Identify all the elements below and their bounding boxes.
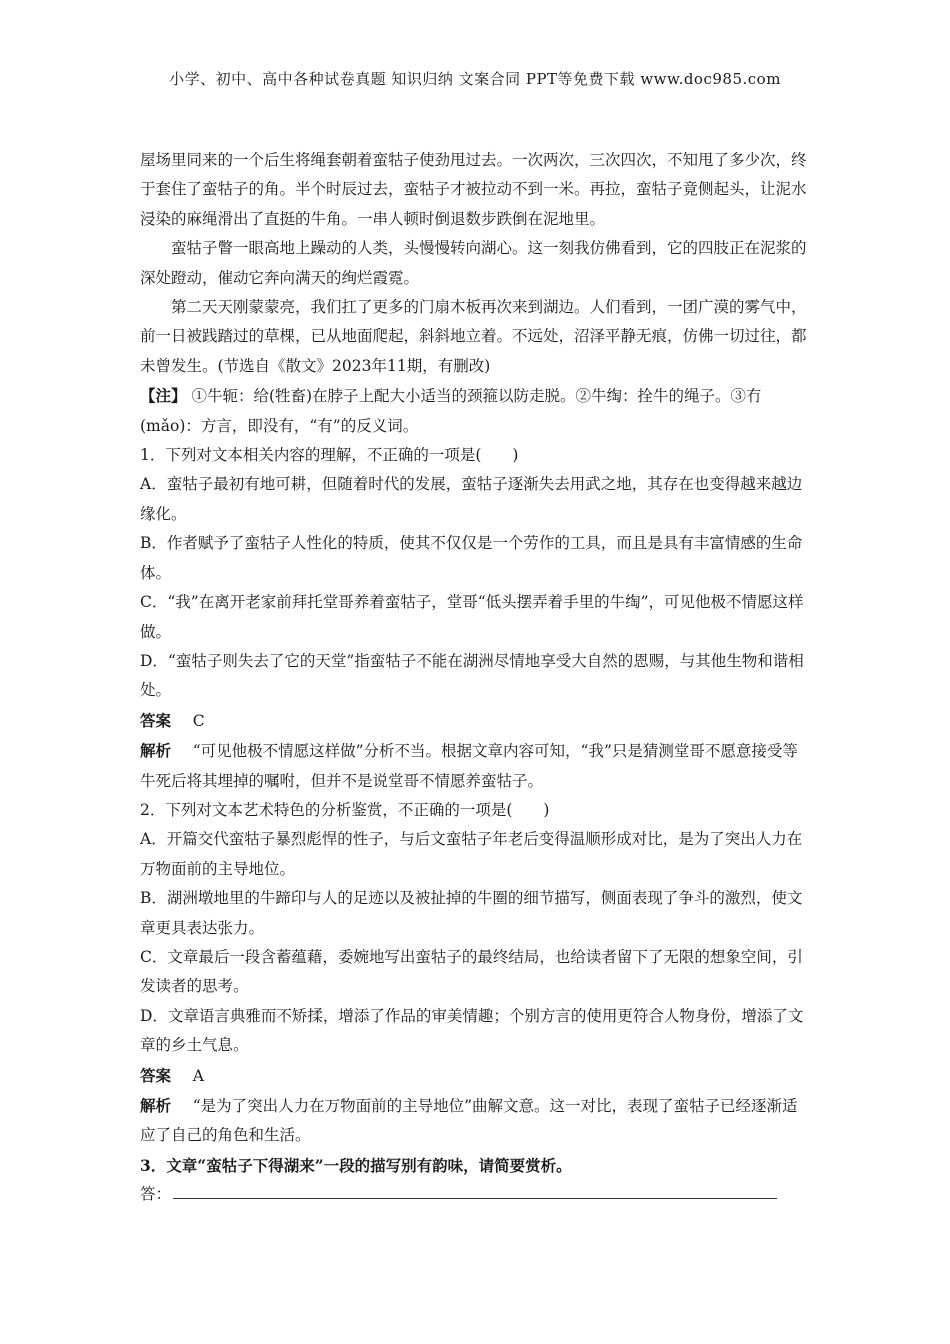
- passage-paragraph: 屋场里同来的一个后生将绳套朝着蛮牯子使劲甩过去。一次两次，三次四次，不知甩了多少次，终于套住了蛮牯子的角。半个时辰过去，蛮牯子才被拉动不到一米。再拉，蛮牯子竟侧起头，让泥水浸染的麻绳滑出了直挺的牛角。一串人顿时倒退数步跌倒在泥地里。: [140, 151, 807, 228]
- question-1-option-a: A．蛮牯子最初有地可耕，但随着时代的发展，蛮牯子逐渐失去用武之地，其存在也变得越来越边缘化。: [140, 475, 803, 523]
- question-2-analysis: [140, 1091, 812, 1151]
- question-2-option-c: C．文章最后一段含蓄蕴藉，委婉地写出蛮牯子的最终结局，也给读者留下了无限的想象空间，引发读者的思考。: [140, 947, 803, 996]
- note-text: ①牛轭：给(牲畜)在脖子上配大小适当的颈箍以防走脱。②牛绹：拴牛的绳子。③冇(mǎo)：方言，即没有，“有”的反义词。: [140, 387, 762, 435]
- question-2-answer: [140, 1061, 812, 1091]
- passage-paragraph: 第二天天刚蒙蒙亮，我们扛了更多的门扇木板再次来到湖边。人们看到，一团广漠的雾气中，前一日被践踏过的草棵，已从地面爬起，斜斜地立着。不远处，沼泽平静无痕，仿佛一切过往，都未曾发生。(节选自《散文》2023年11期，有删改): [140, 298, 807, 375]
- analysis-text: “可见他极不情愿这样做”分析不当。根据文章内容可知，“我”只是猜测堂哥不愿意接受等牛死后将其埋掉的嘱咐，但并不是说堂哥不情愿养蛮牯子。: [140, 742, 798, 790]
- question-1-option-b: B．作者赋予了蛮牯子人性化的特质，使其不仅仅是一个劳作的工具，而且是具有丰富情感的生命体。: [140, 534, 803, 582]
- passage-paragraph: 蛮牯子瞥一眼高地上躁动的人类，头慢慢转向湖心。这一刻我仿佛看到，它的四肢正在泥浆的深处蹬动，催动它奔向满天的绚烂霞霓。: [140, 239, 807, 287]
- answer-prompt: 答：: [140, 1185, 172, 1204]
- question-2-option-a: A．开篇交代蛮牯子暴烈彪悍的性子，与后文蛮牯子年老后变得温顺形成对比，是为了突出人力在万物面前的主导地位。: [140, 830, 803, 878]
- question-2-stem: 2．下列对文本艺术特色的分析鉴赏，不正确的一项是( ): [140, 800, 550, 819]
- question-1-option-c: C．“我”在离开老家前拜托堂哥养着蛮牯子，堂哥“低头摆弄着手里的牛绹”，可见他极不情愿这样做。: [140, 593, 804, 641]
- analysis-text: “是为了突出人力在万物面前的主导地位”曲解文意。这一对比，表现了蛮牯子已经逐渐适应了自己的角色和生活。: [140, 1097, 798, 1145]
- question-1-analysis: [140, 736, 812, 796]
- question-1-option-d: D．“蛮牯子则失去了它的天堂”指蛮牯子不能在湖洲尽情地享受大自然的恩赐，与其他生物和谐相处。: [140, 651, 804, 700]
- analysis-label: 解析: [140, 1096, 172, 1115]
- note-label: 【注】: [140, 386, 187, 406]
- analysis-label: 解析: [140, 741, 172, 761]
- question-3-stem: 3．文章“蛮牯子下得湖来”一段的描写别有韵味，请简要赏析。: [140, 1155, 572, 1175]
- document-body: [140, 146, 812, 1210]
- page-header: 小学、初中、高中各种试卷真题 知识归纳 文案合同 PPT等免费下载 www.doc985.com: [169, 70, 781, 88]
- question-1-stem: 1．下列对文本相关内容的理解，不正确的一项是( ): [140, 446, 519, 465]
- question-2-option-d: D．文章语言典雅而不矫揉，增添了作品的审美情趣；个别方言的使用更符合人物身份，增添了文章的乡土气息。: [140, 1006, 804, 1055]
- question-3-answer-area: [140, 1180, 812, 1209]
- answer-line[interactable]: [173, 1197, 777, 1199]
- answer-value: C: [192, 711, 205, 730]
- answer-label: 答案: [140, 1065, 172, 1085]
- answer-value: A: [192, 1066, 204, 1085]
- answer-label: 答案: [140, 710, 172, 730]
- question-2-option-b: B．湖洲墩地里的牛蹄印与人的足迹以及被扯掉的牛圈的细节描写，侧面表现了争斗的激烈，使文章更具表达张力。: [140, 889, 803, 937]
- question-1-answer: [140, 706, 812, 736]
- note: [140, 381, 812, 441]
